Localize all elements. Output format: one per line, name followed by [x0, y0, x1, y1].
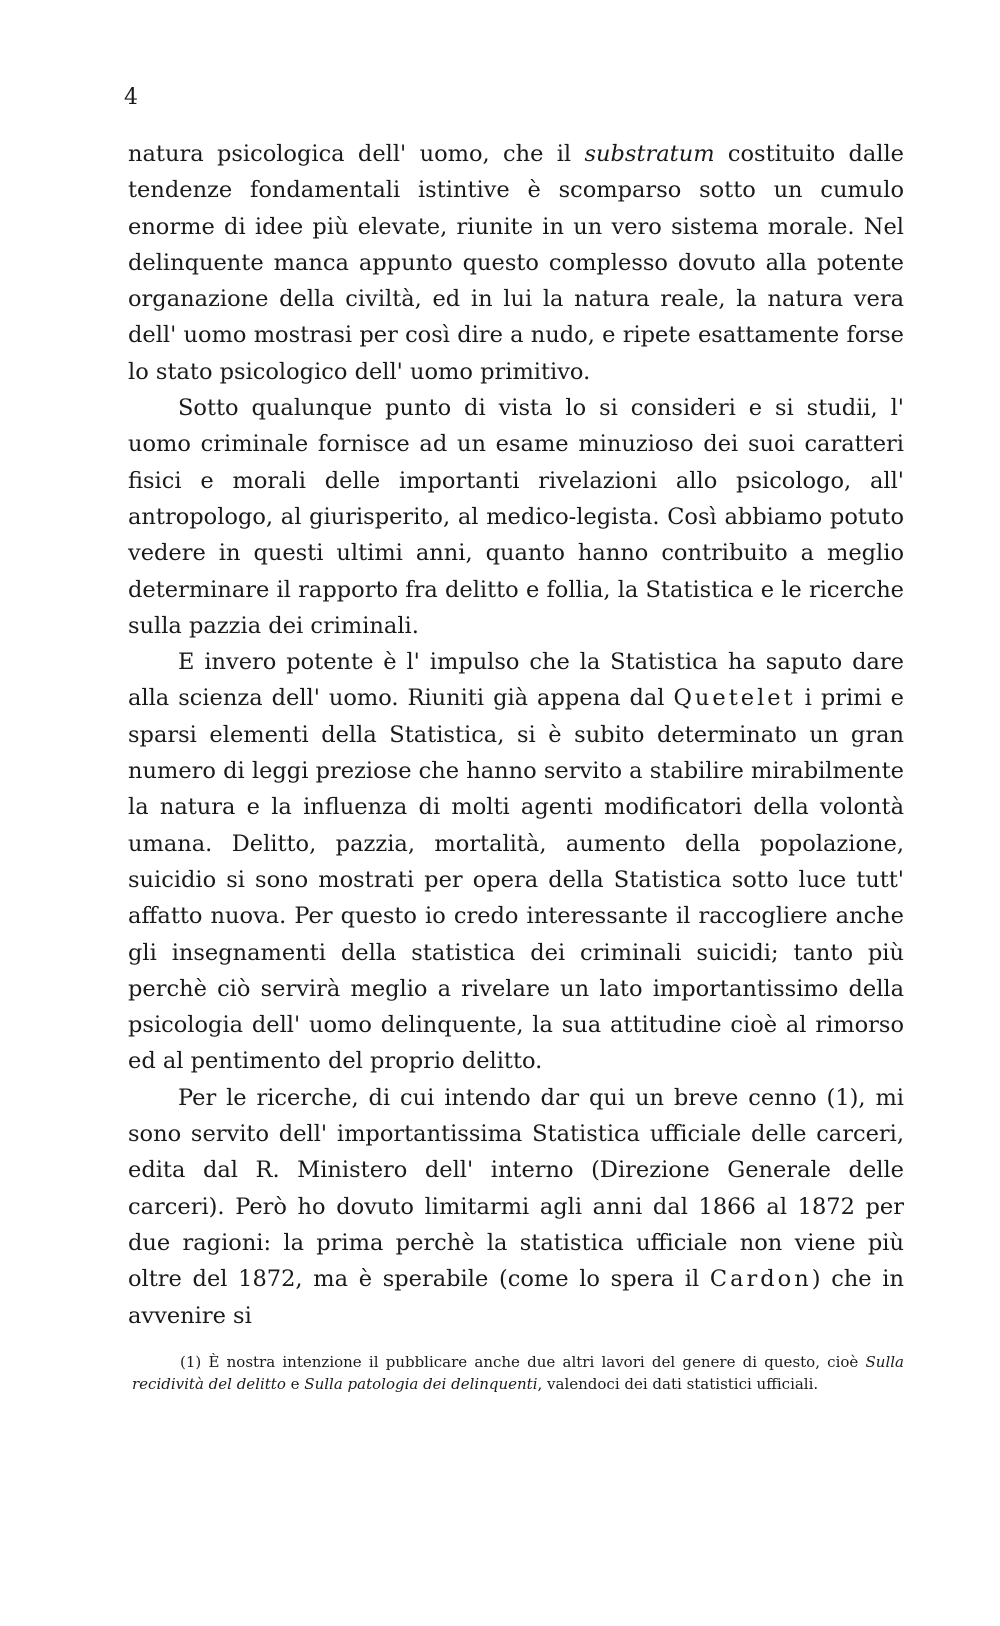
page-number: 4 — [124, 85, 138, 110]
text-run: i primi e sparsi elementi della Statistica, si è subito determinato un gran numero di leggi preziose che hanno servito a stabilire mirabilmente la natura e la influenza di molti agenti modificatori della volontà umana. Delitto, pazzia, mortalità, aumento della popolazione, suicidio si sono mostrati per opera della Statistica sotto luce tutt' affatto nuova. Per questo io credo interessante il raccogliere anche gli insegnamenti della statistica dei criminali suicidi; tanto più perchè ciò servirà meglio a rivelare un lato importantissimo della psicologia dell' uomo delinquente, la sua attitudine cioè al rimorso ed al pentimento del proprio delitto. — [128, 685, 904, 1075]
text-run: E invero potente è l' impulso che la Statistica ha saputo dare alla scienza dell' uomo. Riuniti già appena dal — [128, 649, 904, 712]
italic-text: Sulla patologia dei delinquenti — [304, 1375, 538, 1393]
author-name: Cardon — [709, 1266, 812, 1293]
italic-text: Sulla recidività del delitto — [132, 1353, 904, 1393]
author-name: Quetelet — [673, 685, 796, 712]
text-run: , valendoci dei dati statistici ufficiali. — [537, 1375, 819, 1393]
paragraph — [128, 1080, 904, 1334]
paragraph — [128, 136, 904, 390]
italic-text: substratum — [584, 141, 715, 167]
text-run: natura psicologica dell' uomo, che il — [128, 141, 585, 167]
paragraph — [128, 390, 904, 644]
footnote — [132, 1351, 904, 1395]
paragraph — [128, 644, 904, 1080]
footnote-text — [132, 1351, 904, 1395]
body-text — [128, 136, 904, 1334]
text-run: (1) È nostra intenzione il pubblicare anche due altri lavori del genere di questo, cioè — [180, 1353, 866, 1371]
text-run: Sotto qualunque punto di vista lo si consideri e si studii, l' uomo criminale fornisce ad un esame minuzioso dei suoi caratteri fisici e morali delle importanti rivelazioni allo psicologo, all' antropologo, al giurisperito, al medico-legista. Così abbiamo potuto vedere in questi ultimi anni, quanto hanno contribuito a meglio determinare il rapporto fra delitto e follia, la Statistica e le ricerche sulla pazzia dei criminali. — [128, 395, 904, 639]
text-run: e — [285, 1375, 305, 1393]
text-run: ) che in avvenire si — [128, 1266, 904, 1329]
text-run: costituito dalle tendenze fondamentali istintive è scomparso sotto un cumulo enorme di idee più elevate, riunite in un vero sistema morale. Nel delinquente manca appunto questo complesso dovuto alla potente organazione della civiltà, ed in lui la natura reale, la natura vera dell' uomo mostrasi per così dire a nudo, e ripete esattamente forse lo stato psicologico dell' uomo primitivo. — [128, 141, 904, 385]
text-run: Per le ricerche, di cui intendo dar qui un breve cenno (1), mi sono servito dell' importantissima Statistica ufficiale delle carceri, edita dal R. Ministero dell' interno (Direzione Generale delle carceri). Però ho dovuto limitarmi agli anni dal 1866 al 1872 per due ragioni: la prima perchè la statistica ufficiale non viene più oltre del 1872, ma è sperabile (come lo spera il — [128, 1084, 904, 1293]
